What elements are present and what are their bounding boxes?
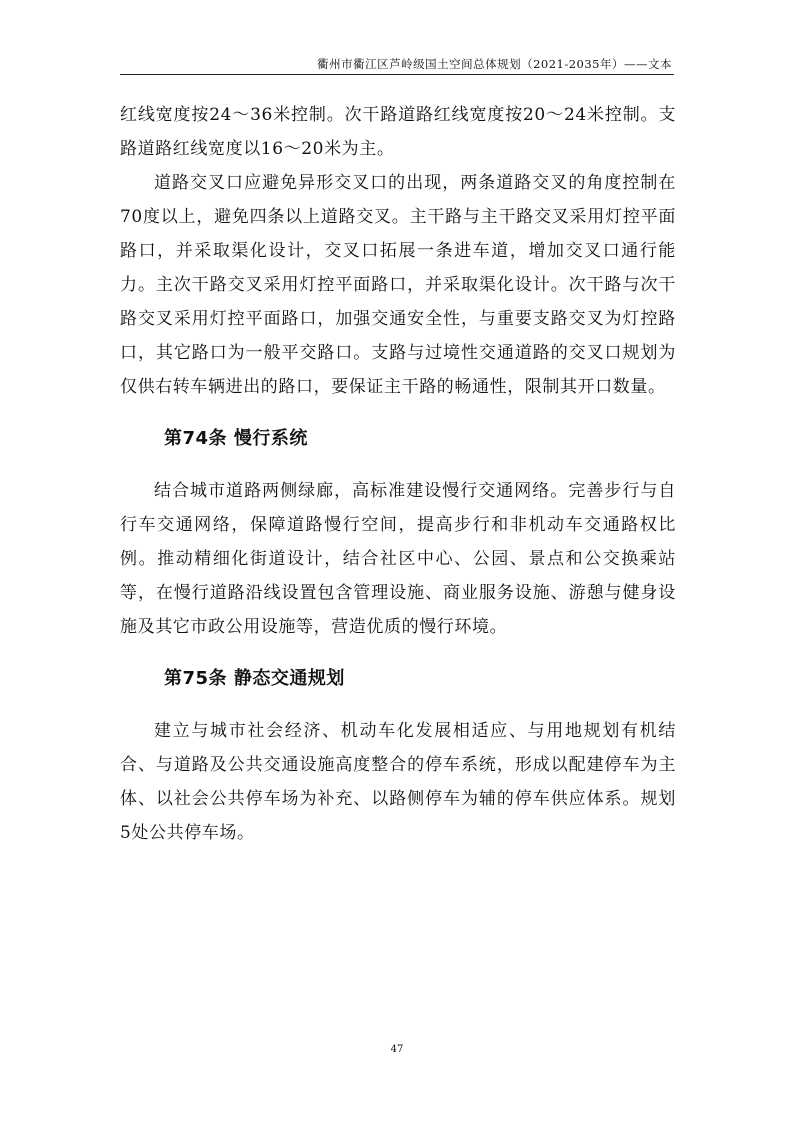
section-heading-75: 第75条 静态交通规划 [164, 668, 345, 689]
header-title: 衢州市衢江区芦岭级国土空间总体规划（2021-2035年）——文本 [317, 57, 672, 71]
section-heading-74: 第74条 慢行系统 [164, 428, 308, 449]
page-header [120, 55, 674, 75]
paragraph-static-traffic: 建立与城市社会经济、机动车化发展相适应、与用地规划有机结合、与道路及公共交通设施高度整合的停车系统，形成以配建停车为主体、以社会公共停车场为补充、以路侧停车为辅的停车供应体系。规划5处公共停车场。 [120, 721, 676, 843]
page-number: 47 [390, 1044, 404, 1055]
paragraph-road-width: 红线宽度按24～36米控制。次干路道路红线宽度按20～24米控制。支路道路红线宽度以16～20米为主。 [120, 105, 676, 159]
paragraph-intersection: 道路交叉口应避免异形交叉口的出现，两条道路交叉的角度控制在70度以上，避免四条以上道路交叉。主干路与主干路交叉采用灯控平面路口，并采取渠化设计，交叉口拓展一条进车道，增加交叉口通行能力。主次干路交叉采用灯控平面路口，并采取渠化设计。次干路与次干路交叉采用灯控平面路口，加强交通安全性，与重要支路交叉为灯控路口，其它路口为一般平交路口。支路与过境性交通道路的交叉口规划为仅供右转车辆进出的路口，要保证主干路的畅通性，限制其开口数量。 [120, 173, 676, 397]
paragraph-slow-traffic: 结合城市道路两侧绿廊，高标准建设慢行交通网络。完善步行与自行车交通网络，保障道路慢行空间，提高步行和非机动车交通路权比例。推动精细化街道设计，结合社区中心、公园、景点和公交换乘站等，在慢行道路沿线设置包含管理设施、商业服务设施、游憩与健身设施及其它市政公用设施等，营造优质的慢行环境。 [120, 481, 676, 637]
document-body [120, 98, 676, 850]
